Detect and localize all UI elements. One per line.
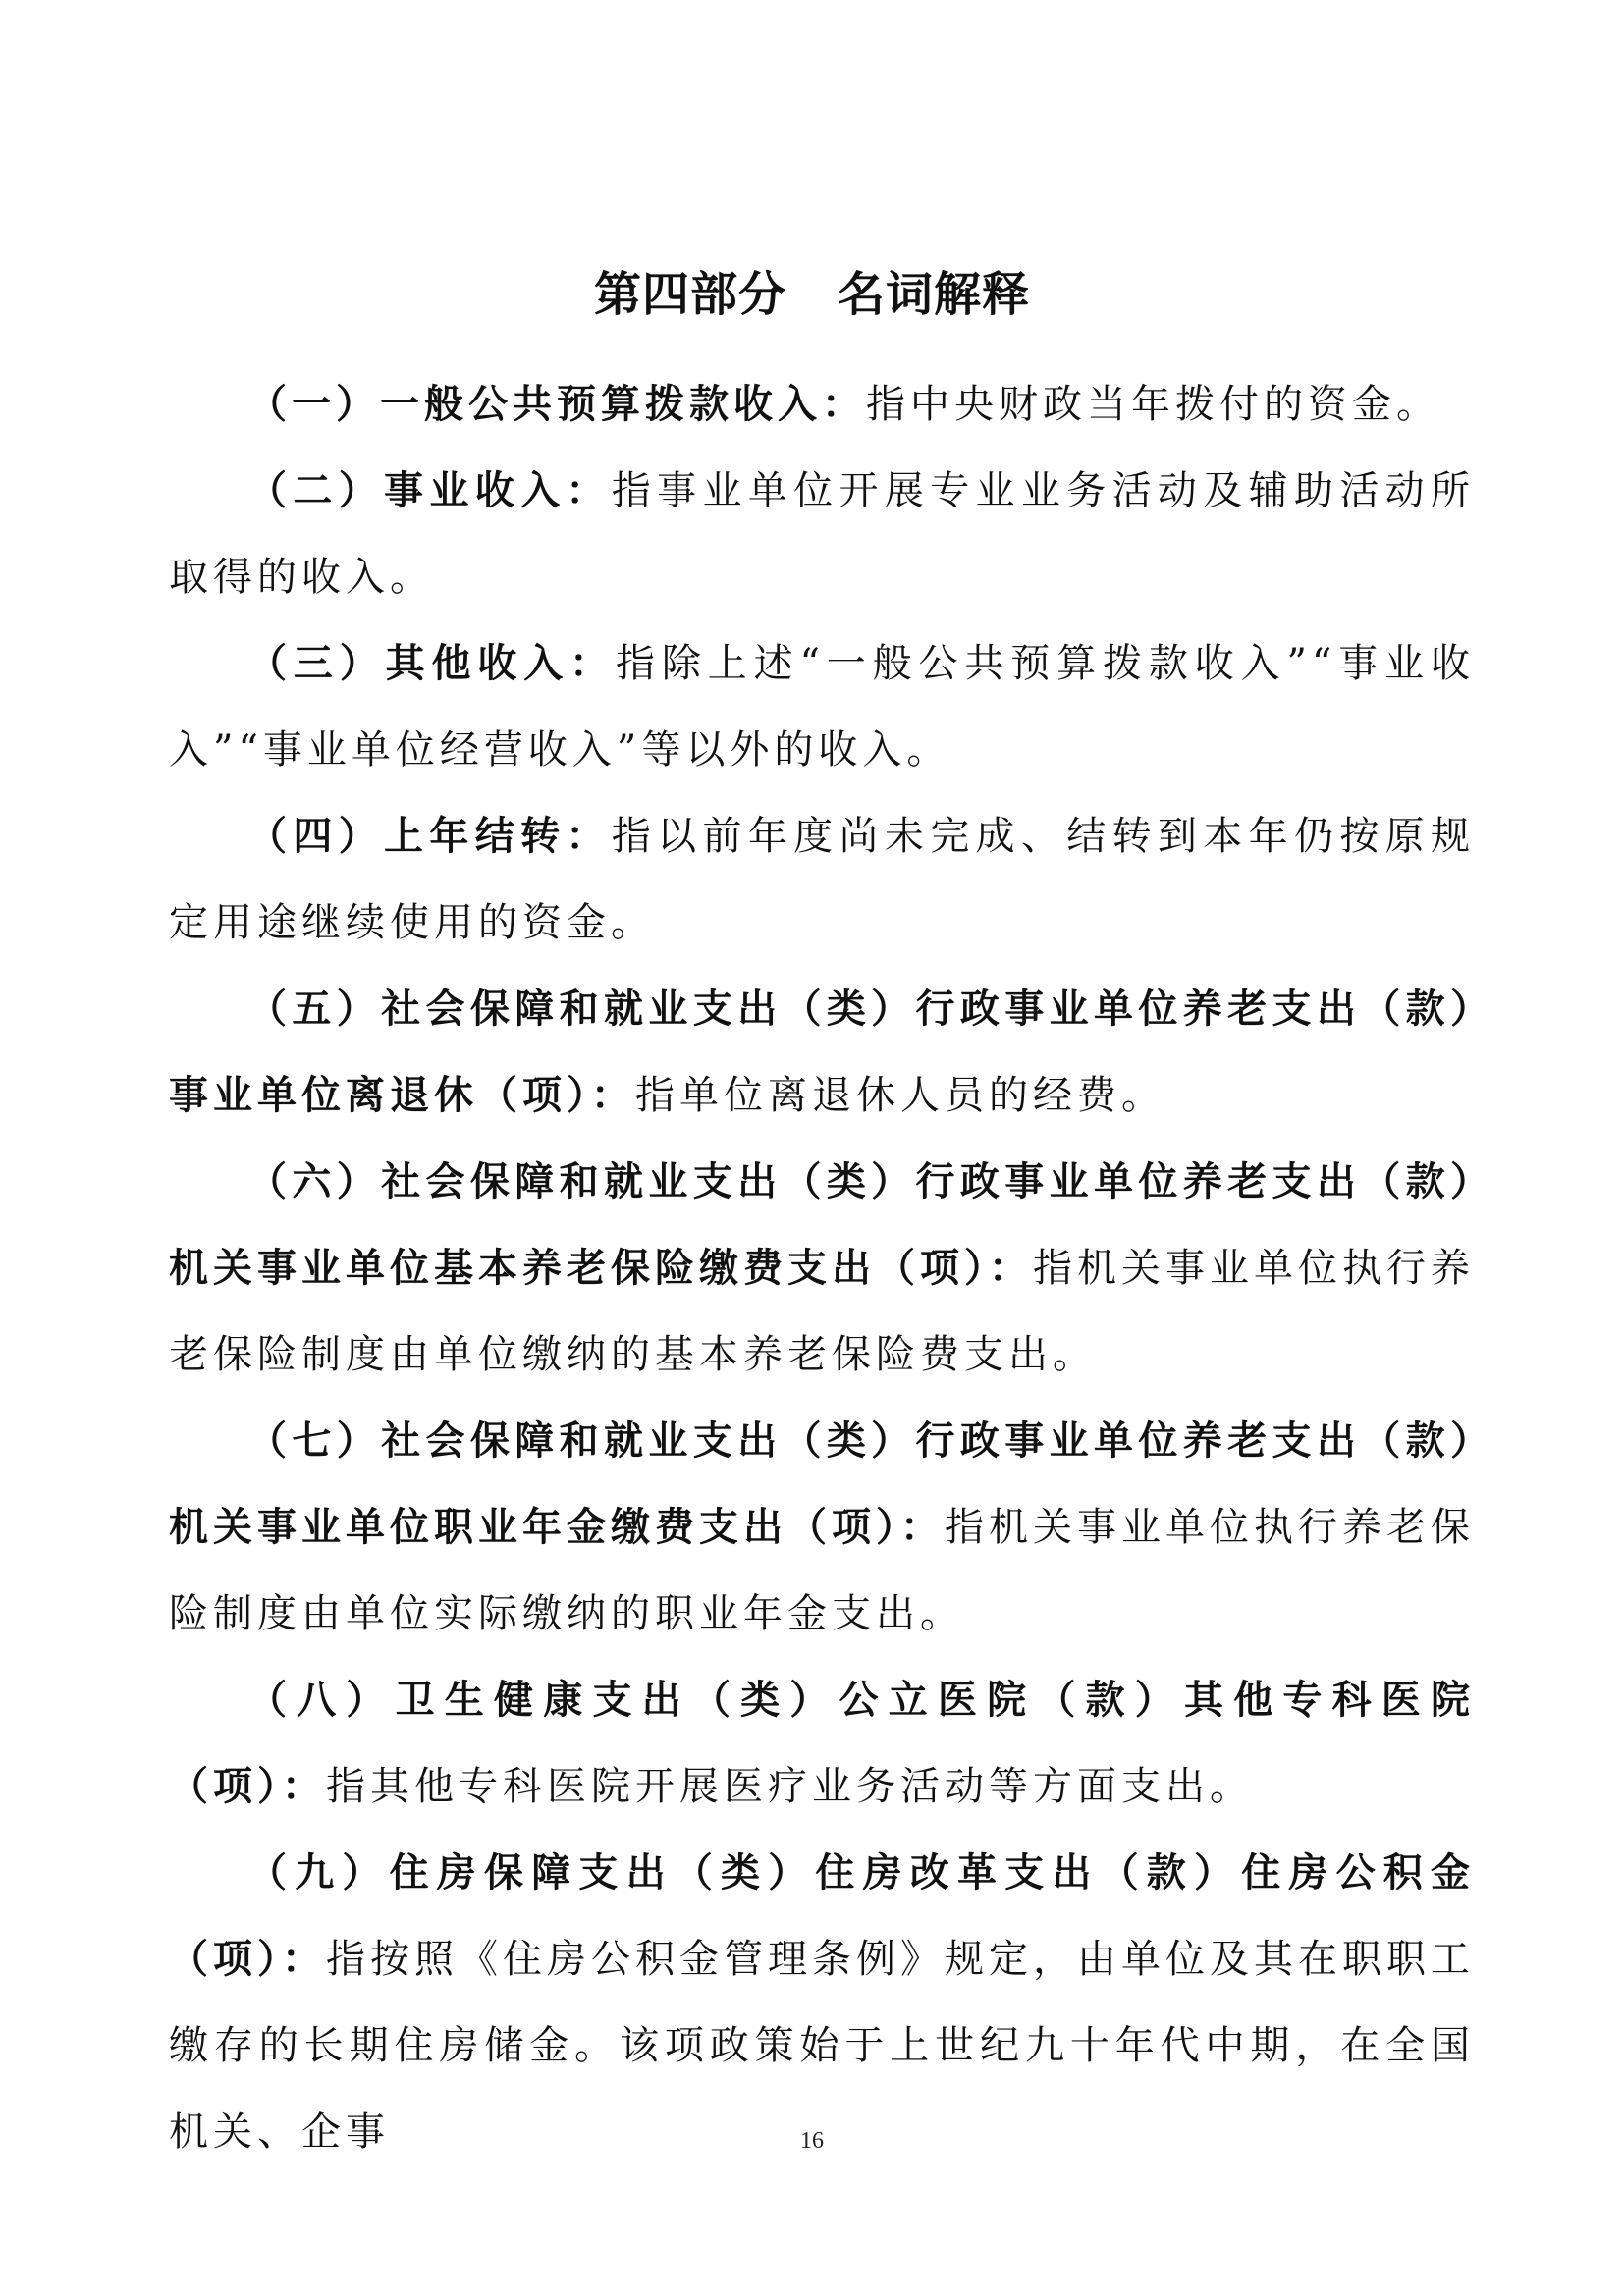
title-part: 第四部分 <box>593 267 786 322</box>
term-label: （八）卫生健康支出（类）公立医院（款）其他专科医院（项）： <box>169 1678 1475 1809</box>
term-label: （五）社会保障和就业支出（类）行政事业单位养老支出（款）事业单位离退休（项）： <box>169 987 1475 1118</box>
definition-item <box>169 1139 1475 1398</box>
definition-item <box>169 448 1475 620</box>
definition-item <box>169 1830 1475 2175</box>
term-definition: 指中央财政当年拨付的资金。 <box>866 382 1440 427</box>
term-label: （一）一般公共预算拨款收入： <box>247 382 866 427</box>
term-label: （七）社会保障和就业支出（类）行政事业单位养老支出（款）机关事业单位职业年金缴费支出（项）： <box>169 1418 1475 1550</box>
definition-item <box>169 1657 1475 1830</box>
definition-item <box>169 620 1475 793</box>
term-definition: 指事业单位开展专业业务活动及辅助活动所取得的收入。 <box>169 468 1476 600</box>
term-label: （六）社会保障和就业支出（类）行政事业单位养老支出（款）机关事业单位基本养老保险缴费支出（项）： <box>169 1159 1475 1291</box>
title-name: 名词解释 <box>838 267 1031 322</box>
definition-item <box>169 1398 1475 1657</box>
term-label: （三）其他收入： <box>247 641 616 686</box>
term-definition: 指机关事业单位执行养老保险制度由单位实际缴纳的职业年金支出。 <box>169 1505 1475 1636</box>
definitions-list <box>169 361 1475 2175</box>
term-definition: 指以前年度尚未完成、结转到本年仍按原规定用途继续使用的资金。 <box>169 814 1476 945</box>
term-definition: 指按照《住房公积金管理条例》规定，由单位及其在职职工缴存的长期住房储金。该项政策始于上世纪九十年代中期，在全国机关、企事 <box>169 1937 1475 2155</box>
term-definition: 指单位离退休人员的经费。 <box>635 1073 1165 1118</box>
term-definition: 指机关事业单位执行养老保险制度由单位缴纳的基本养老保险费支出。 <box>169 1246 1475 1377</box>
term-definition: 指其他专科医院开展医疗业务活动等方面支出。 <box>326 1764 1254 1809</box>
definition-item <box>169 361 1475 448</box>
definition-item <box>169 793 1475 966</box>
page-number: 16 <box>800 2128 824 2154</box>
term-definition: 指除上述“一般公共预算拨款收入”“事业收入”“事业单位经营收入”等以外的收入。 <box>169 641 1475 773</box>
page-title <box>0 263 1624 326</box>
term-label: （四）上年结转： <box>247 814 612 859</box>
term-label: （二）事业收入： <box>247 468 612 513</box>
definition-item <box>169 966 1475 1139</box>
term-label: （九）住房保障支出（类）住房改革支出（款）住房公积金（项）： <box>169 1850 1475 1982</box>
